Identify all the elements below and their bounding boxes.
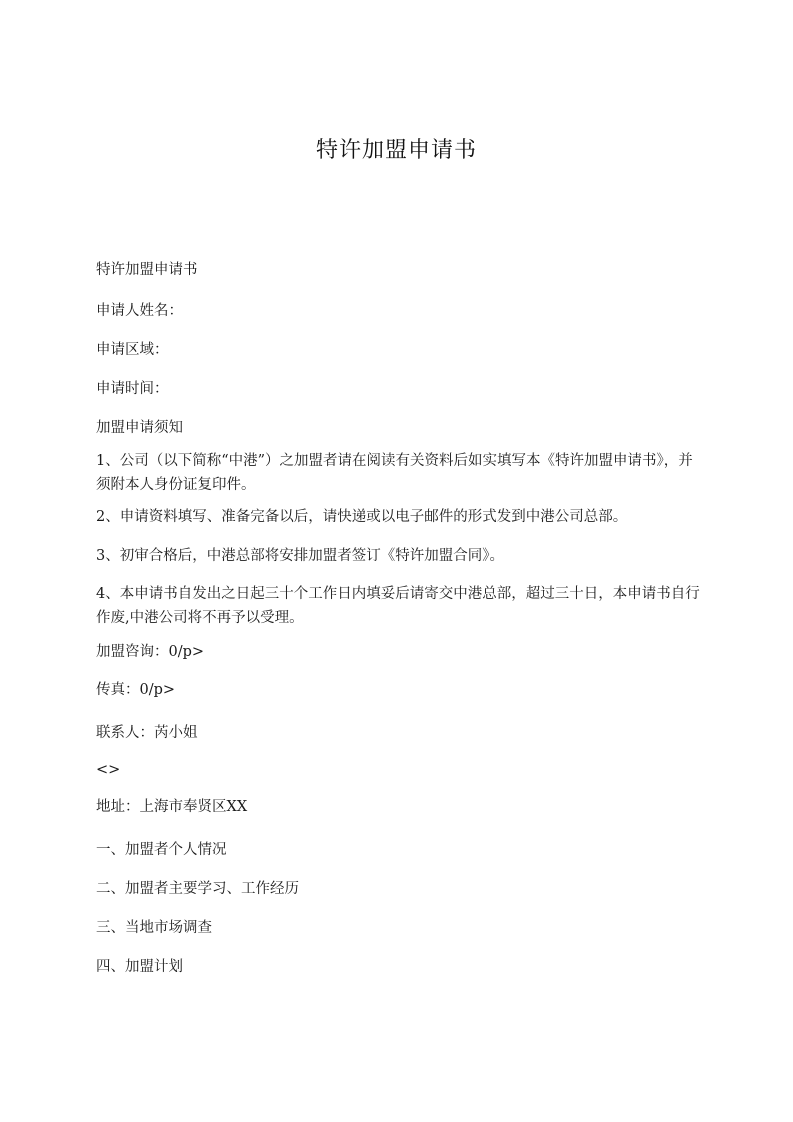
subtitle-line: 特许加盟申请书 [96,262,198,278]
notice-item-3: 3、初审合格后，中港总部将安排加盟者签订《特许加盟合同》。 [96,548,504,564]
notice-item-2: 2、申请资料填写、准备完备以后，请快递或以电子邮件的形式发到中港公司总部。 [96,509,628,525]
consult-line: 加盟咨询：0/p> [96,644,205,660]
section-1-heading: 一、加盟者个人情况 [96,842,227,858]
section-4-heading: 四、加盟计划 [96,959,183,975]
applicant-region-field: 申请区域： [96,342,169,358]
applicant-time-field: 申请时间： [96,381,169,397]
applicant-name-field: 申请人姓名： [96,303,183,319]
contact-line: 联系人：芮小姐 [96,725,198,741]
section-2-heading: 二、加盟者主要学习、工作经历 [96,881,299,897]
fax-line: 传真：0/p> [96,682,176,698]
notice-item-4: 4、本申请书自发出之日起三十个工作日内填妥后请寄交中港总部，超过三十日，本申请书自行作废,中港公司将不再予以受理。 [96,586,700,626]
notice-item-1: 1、公司（以下简称“中港”）之加盟者请在阅读有关资料后如实填写本《特许加盟申请书》，并须附本人身份证复印件。 [96,453,693,493]
document-body [96,258,700,979]
notice-heading: 加盟申请须知 [96,420,183,436]
section-3-heading: 三、当地市场调查 [96,920,212,936]
stray-tag-line: <> [96,762,121,778]
address-line: 地址：上海市奉贤区XX [96,799,248,815]
document-title: 特许加盟申请书 [315,138,477,163]
